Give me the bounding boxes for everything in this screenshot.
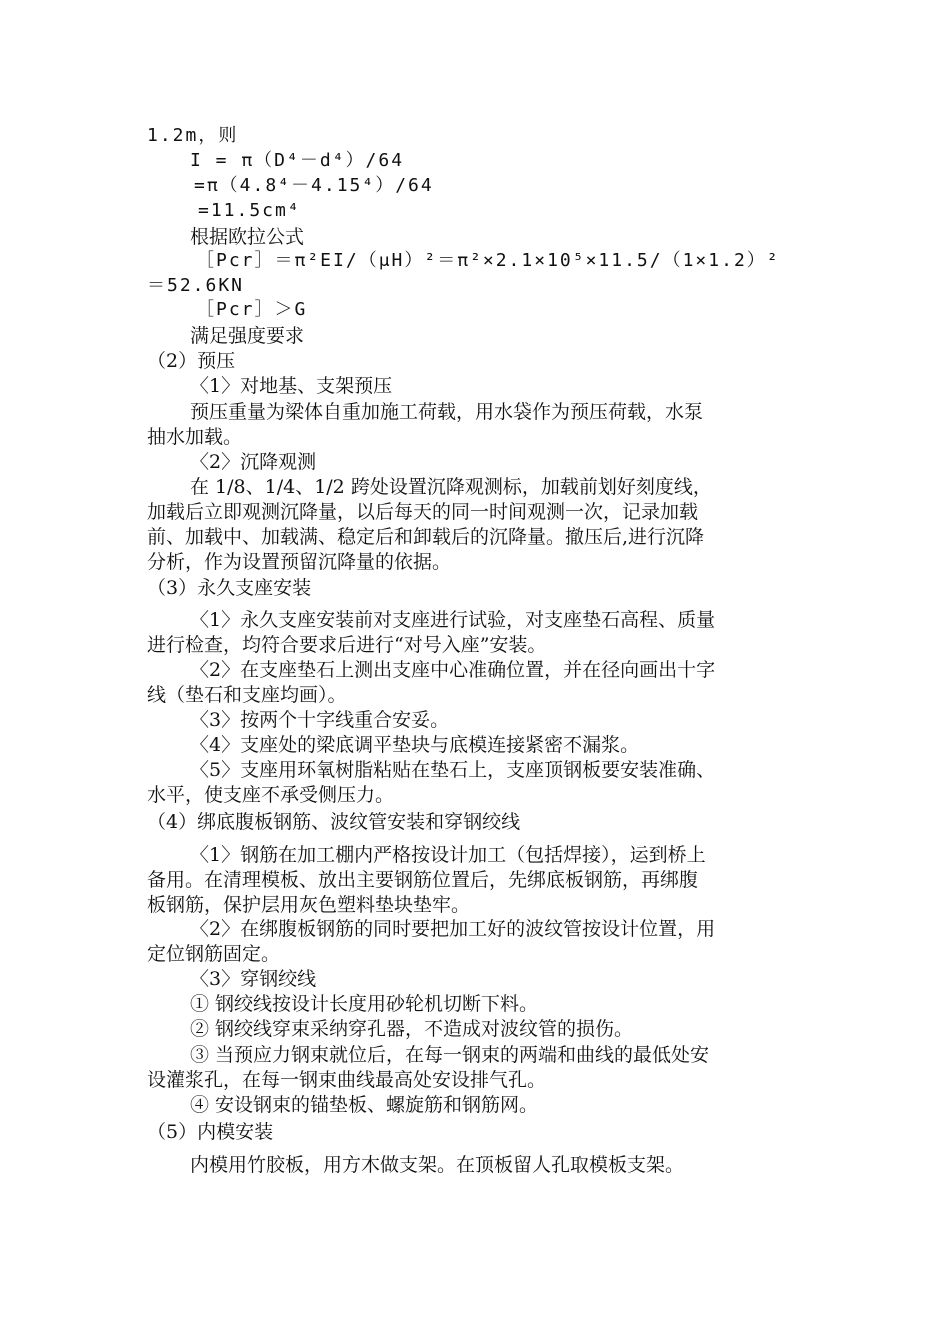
text-line: 线（垫石和支座均画）。 (147, 684, 347, 706)
list-item: ④ 安设钢束的锚垫板、螺旋筋和钢筋网。 (190, 1094, 539, 1116)
text-line: 预压重量为梁体自重加施工荷载，用水袋作为预压荷载，水泵 (190, 401, 704, 423)
text-line: 〈4〉支座处的梁底调平垫块与底模连接紧密不漏浆。 (190, 734, 640, 756)
text-line: 加载后立即观测沉降量，以后每天的同一时间观测一次，记录加载 (147, 501, 699, 523)
list-item: ① 钢绞线按设计长度用砂轮机切断下料。 (190, 993, 539, 1015)
list-item: ② 钢绞线穿束采纳穿孔器，不造成对波纹管的损伤。 (190, 1018, 634, 1040)
text-line: 进行检查，均符合要求后进行“对号入座”安装。 (147, 634, 547, 656)
formula-line: ［Pcr］＞G (196, 299, 308, 320)
text-line: 根据欧拉公式 (190, 226, 305, 248)
list-item: ③ 当预应力钢束就位后，在每一钢束的两端和曲线的最低处安 (190, 1044, 710, 1066)
formula-line: =π（4.8⁴－4.15⁴）/64 (194, 175, 434, 196)
section-heading: （5）内模安装 (147, 1121, 274, 1143)
text-line: 〈2〉在绑腹板钢筋的同时要把加工好的波纹管按设计位置，用 (190, 918, 716, 940)
text-line: 抽水加载。 (147, 426, 243, 448)
text-line: 〈1〉永久支座安装前对支座进行试验，对支座垫石高程、质量 (190, 609, 716, 631)
text-line: 1.2m，则 (147, 125, 239, 146)
text-line: 在 1/8、1/4、1/2 跨处设置沉降观测标，加载前划好刻度线， (190, 476, 712, 498)
formula-line: =11.5cm⁴ (198, 200, 301, 221)
text-line: 备用。在清理模板、放出主要钢筋位置后，先绑底板钢筋，再绑腹 (147, 869, 699, 891)
text-line: 设灌浆孔，在每一钢束曲线最高处安设排气孔。 (147, 1069, 547, 1091)
formula-line: I = π（D⁴－d⁴）/64 (190, 150, 405, 171)
section-heading: （3）永久支座安装 (147, 577, 312, 599)
section-heading: （2）预压 (147, 350, 236, 372)
text-line: 分析，作为设置预留沉降量的依据。 (147, 551, 452, 573)
text-line: 定位钢筋固定。 (147, 943, 281, 965)
text-line: 内模用竹胶板，用方木做支架。在顶板留人孔取模板支架。 (190, 1154, 685, 1176)
text-line: 〈3〉按两个十字线重合安妥。 (190, 709, 450, 731)
text-line: 板钢筋，保护层用灰色塑料垫块垫牢。 (147, 894, 471, 916)
formula-line: ＝52.6KN (147, 275, 245, 296)
formula-line: ［Pcr］＝π²EI/（μH）²＝π²×2.1×10⁵×11.5/（1×1.2）² (196, 250, 780, 271)
subsection-heading: 〈2〉沉降观测 (190, 451, 317, 473)
text-line: 满足强度要求 (190, 325, 305, 347)
subsection-heading: 〈3〉穿钢绞线 (190, 968, 317, 990)
text-line: 〈2〉在支座垫石上测出支座中心准确位置，并在径向画出十字 (190, 659, 716, 681)
text-line: 〈1〉钢筋在加工棚内严格按设计加工（包括焊接），运到桥上 (190, 844, 706, 866)
subsection-heading: 〈1〉对地基、支架预压 (190, 375, 393, 397)
text-line: 水平，使支座不承受侧压力。 (147, 784, 395, 806)
text-line: 〈5〉支座用环氧树脂粘贴在垫石上，支座顶钢板要安装准确、 (190, 759, 716, 781)
section-heading: （4）绑底腹板钢筋、波纹管安装和穿钢绞线 (147, 811, 521, 833)
text-line: 前、加载中、加载满、稳定后和卸载后的沉降量。撤压后,进行沉降 (147, 526, 705, 548)
